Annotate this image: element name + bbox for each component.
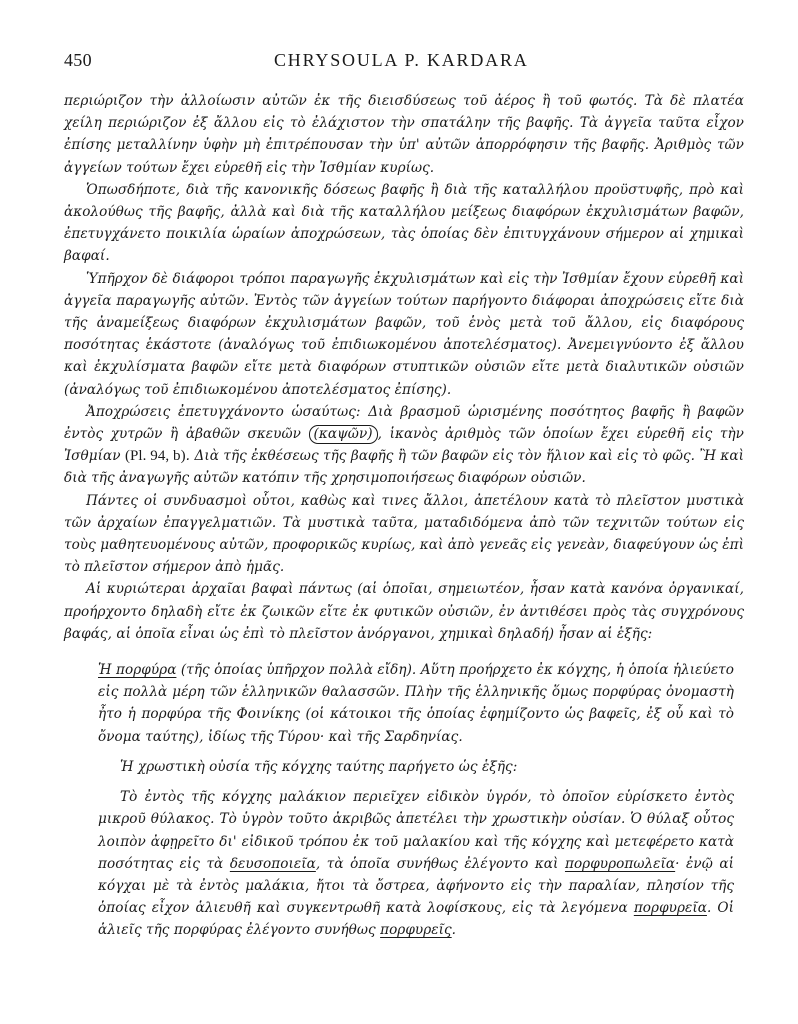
quote-text-segment: . [451,922,457,939]
underlined-term: πορφυρεῖα [633,900,707,917]
quote-production-process [64,786,744,941]
quote-text-segment: · ἐνῷ αἱ κόγχαι μὲ τὰ ἐντὸς μαλάκια, ἤτοι τὰ ὄστρεα, ἀφήνοντο εἰς τὴν παραλίαν, πλησίον τῆς ὁποίας εἶχον ἁλιευθῆ καὶ συγκεντρωθῆ κατὰ λοφίσκους, εἰς τὰ λεγόμενα [98,855,734,917]
quote-production-intro [64,756,744,778]
paragraph-continued: περιώριζον τὴν ἀλλοίωσιν αὐτῶν ἐκ τῆς διεισδύσεως τοῦ ἀέρος ἢ τοῦ φωτός. Τὰ δὲ πλατέα χείλη περιώριζον ἐξ ἄλλου εἰς τὸ ἐλάχιστον τὴν σπατάλην τῆς βαφῆς. Τὰ ἀγγεῖα ταῦτα εἶχον ἐπίσης μεταλλίνην ὑφὴν μὴ ἐπιτρέπουσαν τὴν ὑπ' αὐτῶν ἀπορρόφησιν τῆς βαφῆς. Ἀριθμὸς τῶν ἀγγείων τούτων ἔχει εὑρεθῆ εἰς τὴν Ἰσθμίαν κυρίως. [64,93,744,176]
quote-text-segment: , τὰ ὁποῖα συνήθως ἐλέγοντο καὶ [315,855,565,872]
paragraph-text-segment: , ἱκανὸς ἀριθμὸς τῶν ὁποίων ἔχει εὑρεθῆ εἰς τὴν Ἰσθμίαν [64,426,744,465]
running-head-author: CHRYSOULA P. KARDARA [274,50,529,70]
paragraph-trade-secrets: Πάντες οἱ συνδυασμοὶ οὗτοι, καθὼς καὶ τινες ἄλλοι, ἀπετέλουν κατὰ τὸ πλεῖστον μυστικὰ τῶν ἀρχαίων ἐπαγγελματιῶν. Τὰ μυστικὰ ταῦτα, ματαδιδόμενα ἀπὸ τῶν τεχνιτῶν τούτων εἰς τοὺς μαθητευομένους αὐτῶν, προφορικῶς κυρίως, καὶ ἀπὸ γενεᾶς εἰς γενεὰν, διαφεύγουν ὡς ἐπὶ τὸ πλεῖστον σήμερον ἀπὸ ἡμᾶς. [64,492,744,576]
quote-purple-dye [64,659,744,748]
paragraph-main-dyes: Αἱ κυριώτεραι ἀρχαῖαι βαφαὶ πάντως (αἱ ὁποῖαι, σημειωτέον, ἦσαν κατὰ κανόνα ὀργανικαί, προήρχοντο δηλαδὴ εἴτε ἐκ ζωικῶν εἴτε ἐκ φυτικῶν οὐσιῶν, ἐν ἀντιθέσει πρὸς τὰς συγχρόνους βαφάς, αἱ ὁποῖα εἶναι ὡς ἐπὶ τὸ πλεῖστον ἀνόργανοι, χημικαὶ δηλαδή) ἦσαν αἱ ἑξῆς: [64,581,744,642]
page-number: 450 [64,50,92,70]
underlined-term: πορφυρεῖς [380,922,452,939]
quote-text-segment: . Οἱ ἁλιεῖς τῆς πορφύρας ἐλέγοντο συνήθως [98,900,734,939]
paragraph-shade-techniques [64,401,744,490]
underlined-term: δευσοποιεῖα [229,855,316,872]
quote-text-segment: Ἡ χρωστικὴ οὐσία τῆς κόγχης ταύτης παρήγετο ὡς ἑξῆς: [120,758,518,775]
paragraph-color-shades: Ὁπωσδήποτε, διὰ τῆς κανονικῆς δόσεως βαφῆς ἢ διὰ τῆς καταλλήλου προϋστυφῆς, πρὸ καὶ ἀκολούθως τῆς βαφῆς, ἀλλὰ καὶ διὰ τῆς καταλλήλου μείξεως διαφόρων ἐκχυλισμάτων βαφῶν, ἐπετυγχάνετο ποικιλία ὡραίων ἀποχρώσεων, τὰς ὁποίας δὲν ἐπιτυγχάνουν σήμερον αἱ χημικαὶ βαφαί. [64,181,744,265]
plate-reference: (Pl. 94, b) [124,448,186,465]
underlined-term: Ἡ πορφύρα [98,662,177,679]
circled-word: (καψῶν) [309,425,378,444]
paragraph-extraction-methods: Ὑπῆρχον δὲ διάφοροι τρόποι παραγωγῆς ἐκχυλισμάτων καὶ εἰς τὴν Ἰσθμίαν ἔχουν εὑρεθῆ καὶ ἀγγεῖα παραγωγῆς αὐτῶν. Ἐντὸς τῶν ἀγγείων τούτων παρήγοντο διάφοραι ἀποχρώσεις εἴτε διὰ τῆς ἀναμείξεως διαφόρων ἐκχυλισμάτων βαφῶν, τοῦ ἑνὸς μετὰ τοῦ ἄλλου, εἰς διαφόρους ποσότητας ἑκάστοτε (ἀναλόγως τοῦ ἐπιδιωκομένου ἀποτελέσματος). Ἀνεμειγνύοντο ἐξ ἄλλου καὶ ἐκχυλίσματα βαφῶν εἴτε μετὰ διαφόρων στυπτικῶν οὐσιῶν εἴτε μετὰ διαλυτικῶν οὐσιῶν (ἀναλόγως τοῦ ἐπιδιωκομένου ἀποτελέσματος ἐπίσης). [64,270,744,398]
underlined-term: πορφυροπωλεῖα [564,855,676,872]
paragraph-text-segment: . Διὰ τῆς ἐκθέσεως τῆς βαφῆς ἢ τῶν βαφῶν εἰς τὸν ἥλιον καὶ εἰς τὸ φῶς. Ἢ καὶ διὰ τῆς ἀναγωγῆς αὐτῶν κατόπιν τῆς χρησιμοποιήσεως διαφόρων οὐσιῶν. [64,448,744,487]
paragraph-text-segment: Ἀποχρώσεις ἐπετυγχάνοντο ὡσαύτως: Διὰ βρασμοῦ ὡρισμένης ποσότητος βαφῆς ἢ βαφῶν ἐντὸς χυτρῶν ἢ ἀβαθῶν σκευῶν [64,403,744,443]
quote-text-segment: (τῆς ὁποίας ὑπῆρχον πολλὰ εἴδη). Αὕτη προήρχετο ἐκ κόγχης, ἡ ὁποία ἡλιεύετο εἰς πολλὰ μέρη τῶν ἑλληνικῶν θαλασσῶν. Πλὴν τῆς ἑλληνικῆς ὅμως πορφύρας ὀνομαστὴ ἦτο ἡ πορφύρα τῆς Φοινίκης (οἱ κάτοικοι τῆς ὁποίας ἐφημίζοντο ὡς βαφεῖς, ἐξ οὗ καὶ τὸ ὄνομα ταύτης), ἰδίως τῆς Τύρου· καὶ τῆς Σαρδηνίας. [98,662,734,745]
main-text [64,90,744,942]
page-header [64,50,744,78]
quote-text-segment: Τὸ ἐντὸς τῆς κόγχης μαλάκιον περιεῖχεν εἰδικὸν ὑγρόν, τὸ ὁποῖον εὑρίσκετο ἐντὸς μικροῦ θύλακος. Τὸ ὑγρὸν τοῦτο ἀκριβῶς ἀπετέλει τὴν χρωστικὴν οὐσίαν. Ὁ θύλαξ οὗτος λοιπὸν ἀφῃρεῖτο δι' εἰδικοῦ τρόπου ἐκ τοῦ μαλακίου καὶ τῆς κόγχης καὶ μετεφέρετο κατὰ ποσότητας εἰς τὰ [98,789,734,872]
